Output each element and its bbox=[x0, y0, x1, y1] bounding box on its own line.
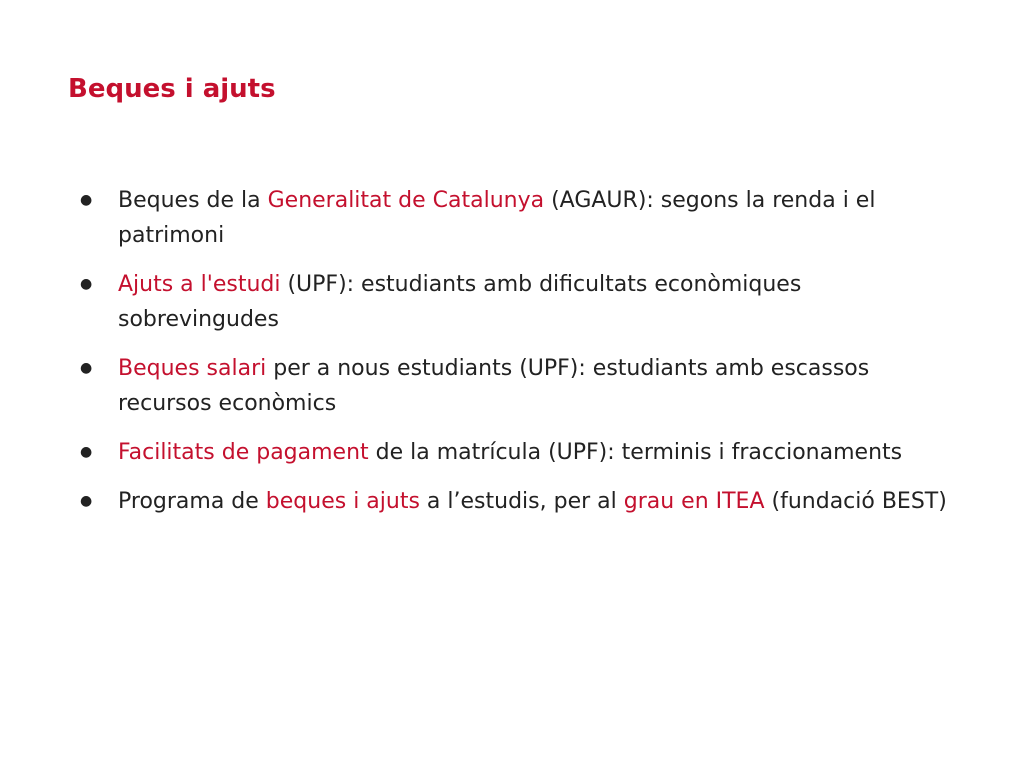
slide-title: Beques i ajuts bbox=[68, 74, 276, 104]
bullet-dot-icon: ● bbox=[80, 360, 93, 376]
highlighted-text: Generalitat de Catalunya bbox=[267, 188, 545, 213]
bullet-dot-icon: ● bbox=[80, 276, 93, 292]
highlighted-text: beques i ajuts bbox=[265, 489, 420, 514]
highlighted-text: Beques salari bbox=[118, 356, 267, 381]
bullet-item bbox=[78, 351, 958, 421]
highlighted-text: Facilitats de pagament bbox=[118, 440, 369, 465]
bullet-dot-icon: ● bbox=[80, 192, 93, 208]
bullet-text: a l’estudis, per al bbox=[419, 489, 624, 514]
bullet-text: de la matrícula (UPF): terminis i fraccionaments bbox=[368, 440, 903, 465]
bullet-item bbox=[78, 484, 958, 519]
bullet-text: Programa de bbox=[118, 489, 266, 514]
bullet-text: (UPF): estudiants amb dificultats econòmiques sobrevingudes bbox=[118, 272, 802, 332]
highlighted-text: grau en ITEA bbox=[623, 489, 765, 514]
bullet-item bbox=[78, 183, 958, 253]
highlighted-text: Ajuts a l'estudi bbox=[118, 272, 281, 297]
bullet-text: (AGAUR): segons la renda i el patrimoni bbox=[118, 188, 876, 248]
bullet-list bbox=[78, 183, 958, 533]
bullet-text: Beques de la bbox=[118, 188, 268, 213]
bullet-text: per a nous estudiants (UPF): estudiants amb escassos recursos econòmics bbox=[118, 356, 870, 416]
bullet-item bbox=[78, 267, 958, 337]
bullet-dot-icon: ● bbox=[80, 493, 93, 509]
bullet-dot-icon: ● bbox=[80, 444, 93, 460]
bullet-text: (fundació BEST) bbox=[764, 489, 947, 514]
bullet-item bbox=[78, 435, 958, 470]
